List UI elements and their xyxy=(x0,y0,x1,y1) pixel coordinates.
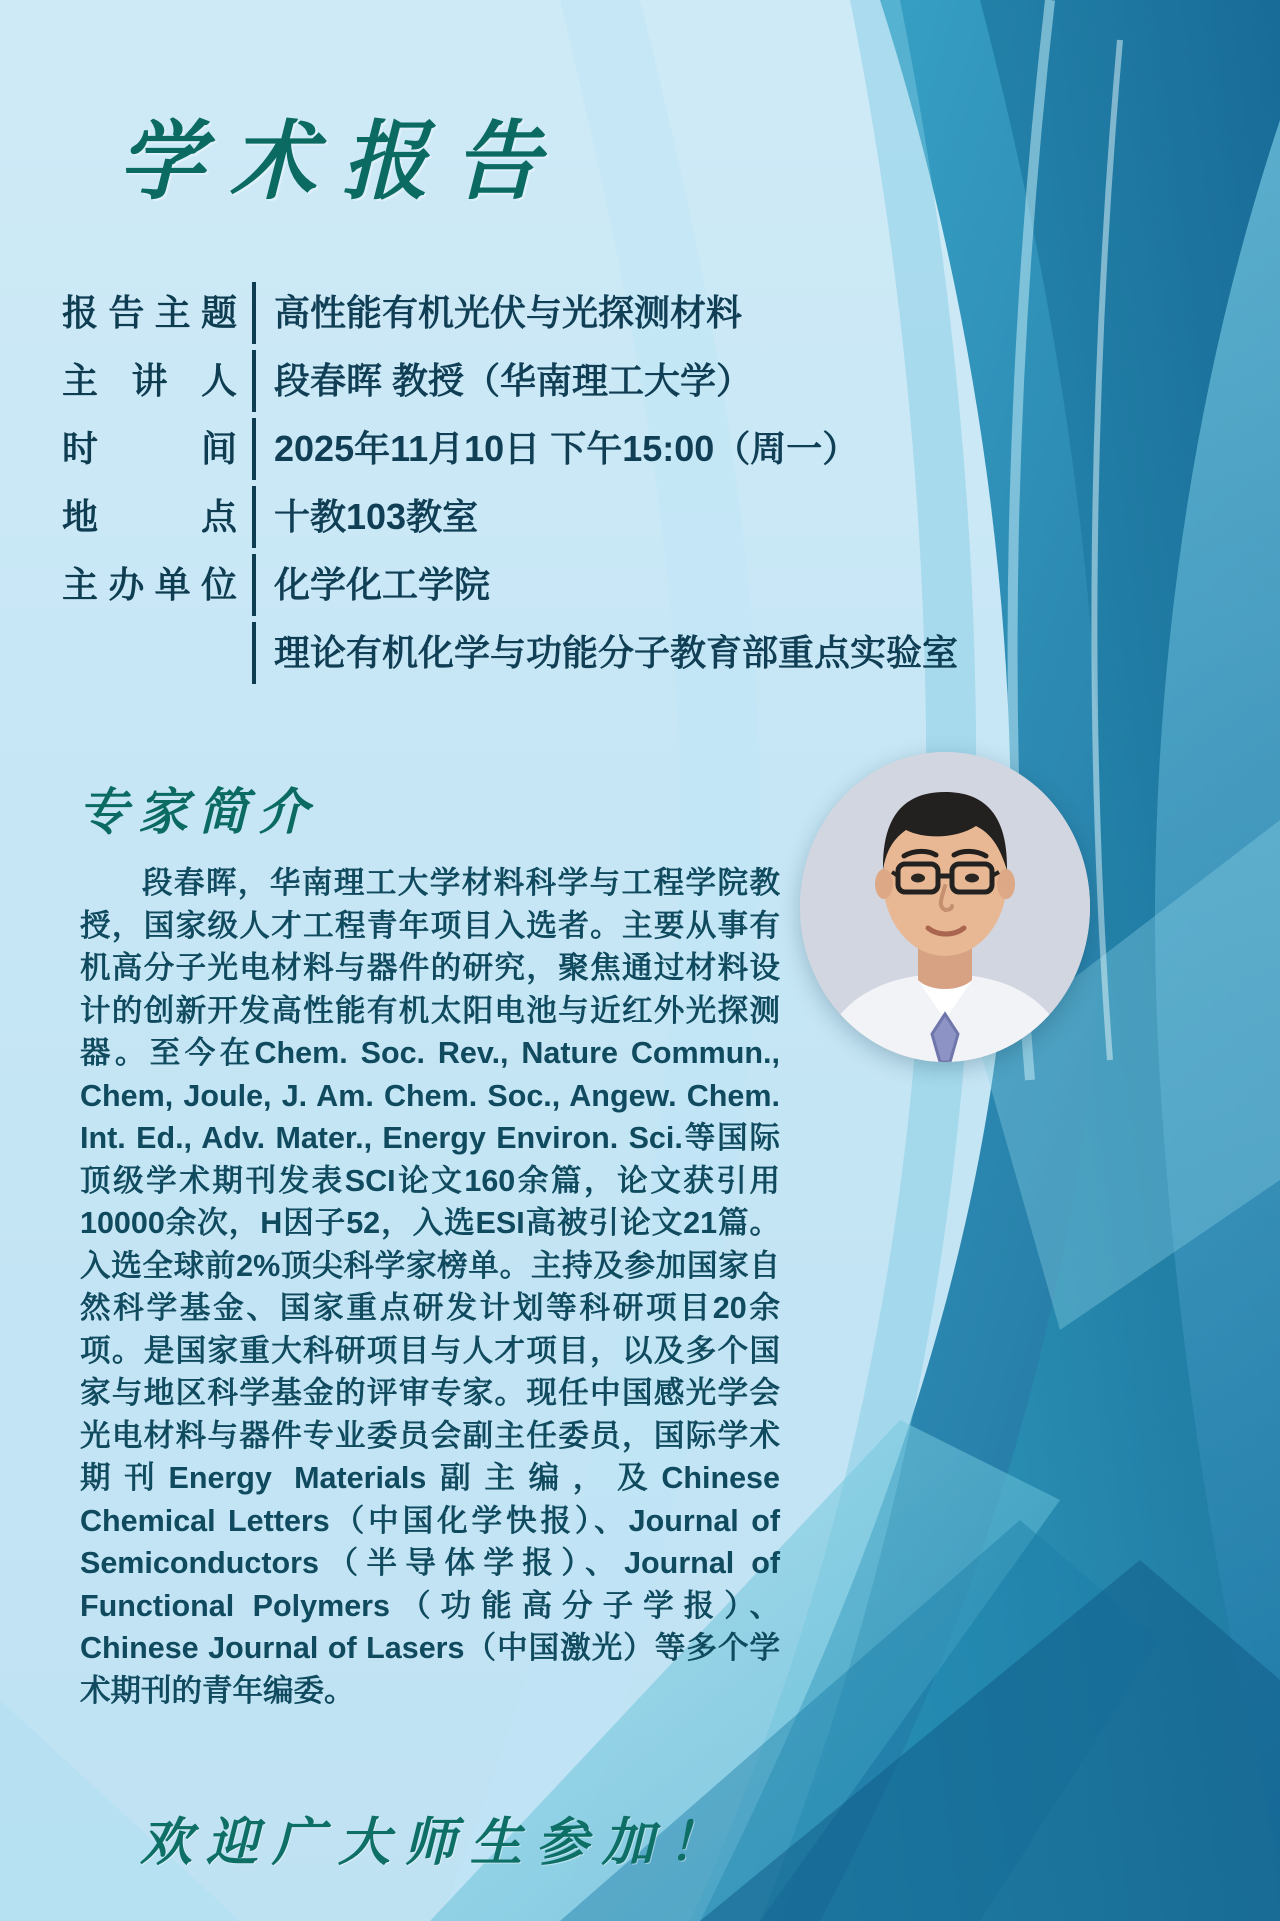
speaker-portrait xyxy=(800,752,1090,1062)
info-value-organizer-2: 理论有机化学与功能分子教育部重点实验室 xyxy=(274,632,959,673)
footer-slogan: 欢迎广大师生参加！ xyxy=(140,1812,735,1873)
info-label-organizer: 主办单位 xyxy=(62,564,238,605)
info-row xyxy=(62,554,1162,616)
info-row xyxy=(62,282,1162,344)
info-label-topic: 报告主题 xyxy=(62,292,238,333)
page-title: 学术报告 xyxy=(118,111,566,212)
info-block xyxy=(62,282,1162,690)
info-row xyxy=(62,486,1162,548)
info-label-location: 地点 xyxy=(62,496,238,537)
info-value-topic: 高性能有机光伏与光探测材料 xyxy=(274,292,743,333)
info-value-time: 2025年11月10日 下午15:00（周一） xyxy=(274,428,859,469)
portrait-image xyxy=(800,752,1090,1062)
info-label-speaker: 主讲人 xyxy=(62,360,238,401)
info-value-speaker: 段春晖 教授（华南理工大学） xyxy=(274,360,753,401)
bio-heading: 专家简介 xyxy=(78,782,318,841)
info-label-time: 时间 xyxy=(62,428,238,469)
info-row xyxy=(62,418,1162,480)
bio-text: 段春晖，华南理工大学材料科学与工程学院教授，国家级人才工程青年项目入选者。主要从事有机高分子光电材料与器件的研究，聚焦通过材料设计的创新开发高性能有机太阳电池与近红外光探测器。至今在Chem. Soc. Rev., Nature Commun., Chem, Joule, J. Am. Chem. Soc., Angew. Chem. Int. Ed., Adv. Mater., Energy Environ. Sci.等国际顶级学术期刊发表SCI论文160余篇，论文获引用10000余次，H因子52，入选ESI高被引论文21篇。入选全球前2%顶尖科学家榜单。主持及参加国家自然科学基金、国家重点研发计划等科研项目20余项。是国家重大科研项目与人才项目，以及多个国家与地区科学基金的评审专家。现任中国感光学会光电材料与器件专业委员会副主任委员，国际学术期刊Energy Materials副主编，及Chinese Chemical Letters（中国化学快报）、Journal of Semiconductors（半导体学报）、Journal of Functional Polymers（功能高分子学报）、Chinese Journal of Lasers（中国激光）等多个学术期刊的青年编委。 xyxy=(80,866,780,1708)
info-value-location: 十教103教室 xyxy=(274,496,479,537)
info-row xyxy=(62,350,1162,412)
info-value-organizer: 化学化工学院 xyxy=(274,564,491,605)
info-row xyxy=(62,622,1162,684)
